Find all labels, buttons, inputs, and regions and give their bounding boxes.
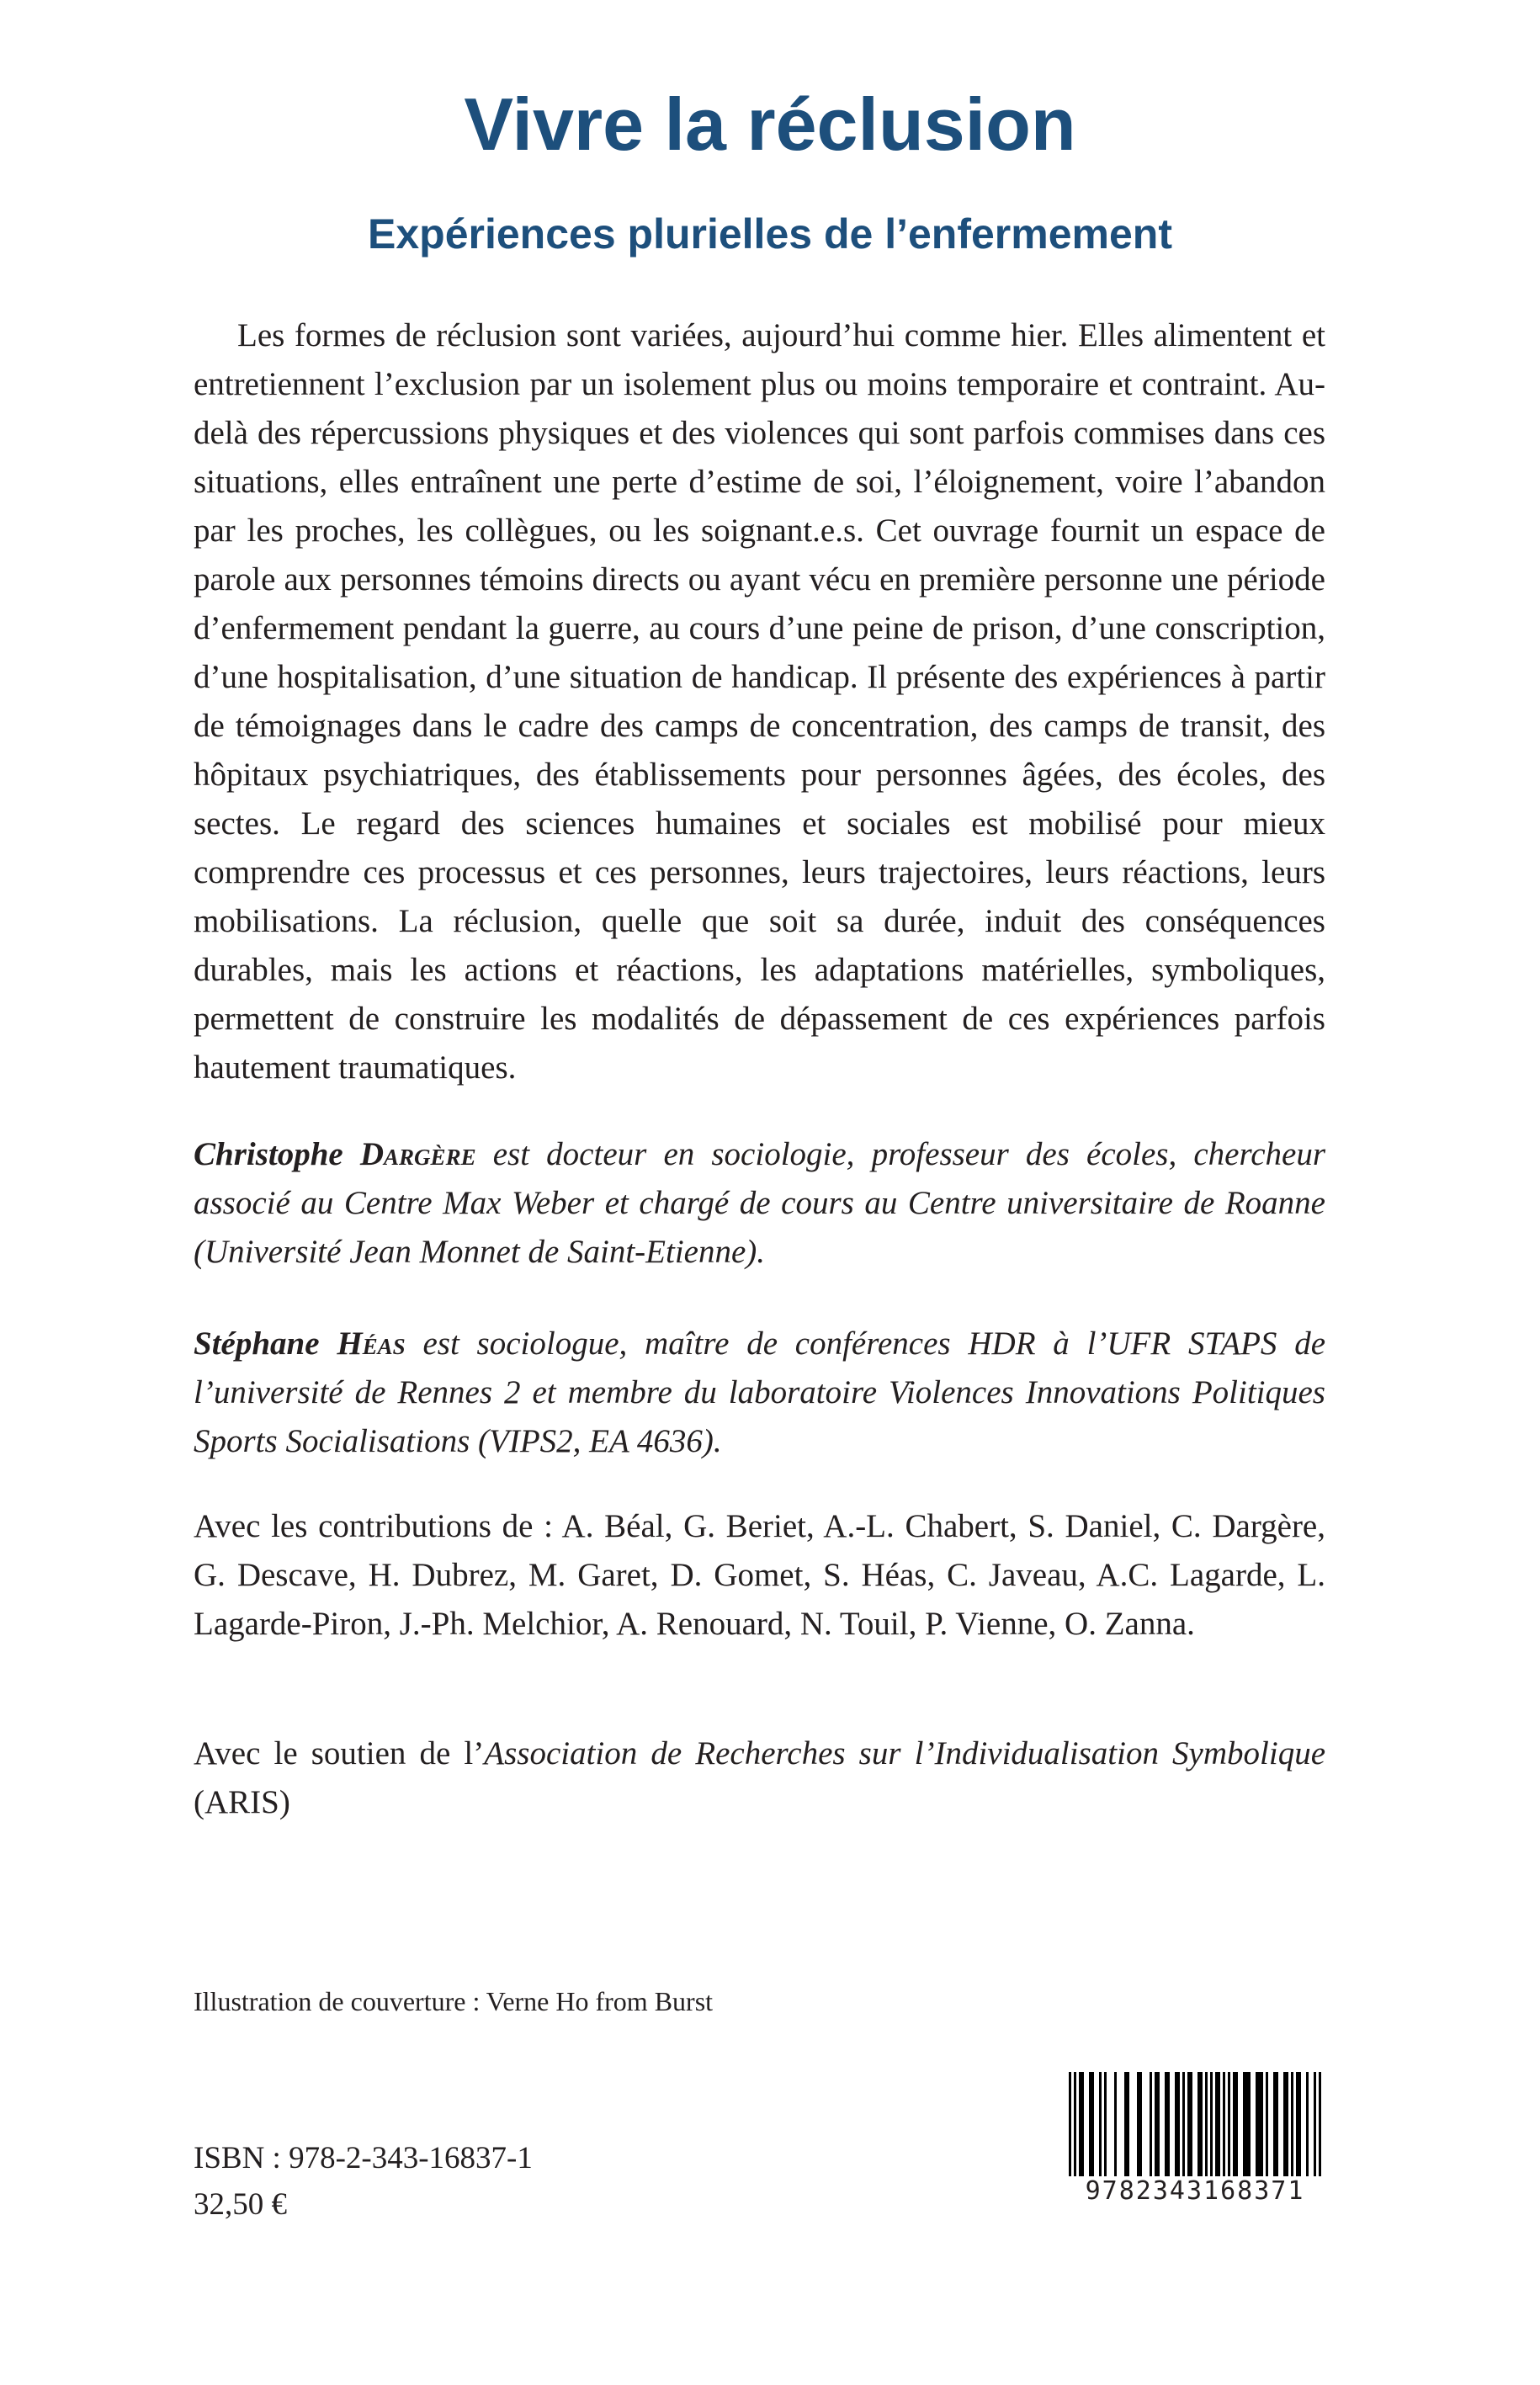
barcode-bar [1256,2072,1263,2181]
barcode-bar [1205,2072,1208,2181]
support-suffix: (ARIS) [194,1784,290,1820]
barcode-bar [1291,2072,1293,2181]
barcode-bar [1273,2072,1278,2181]
barcode-bar [1215,2072,1220,2181]
barcode-bar [1137,2072,1142,2181]
author-bio-1 [194,1130,1325,1277]
barcode-bar [1319,2072,1321,2181]
barcode-bar [1210,2072,1213,2181]
author-2-first-name: Stéphane [194,1325,320,1362]
support-prefix: Avec le soutien de l’ [194,1735,485,1771]
barcode-bar [1150,2072,1152,2181]
barcode-bars [1065,2072,1325,2181]
barcode-bar [1228,2072,1230,2181]
author-1-bio-text: est docteur en sociologie, professeur des écoles, chercheur associé au Centre Max Weber et chargé de cours au Centre universitaire de Roanne (Université Jean Monnet de Saint-Etienne). [194,1136,1325,1270]
barcode-bar [1099,2072,1102,2181]
support-organization: Association de Recherches sur l’Individualisation Symbolique [484,1735,1325,1771]
barcode-bar [1155,2072,1160,2181]
barcode-bar [1233,2072,1238,2181]
illustration-credit: Illustration de couverture : Verne Ho from Burst [194,1986,714,2016]
author-1-last-name: Dargère [359,1136,476,1172]
barcode-number: 9782343168371 [1065,2176,1325,2207]
barcode-bar [1223,2072,1225,2181]
barcode-bar [1182,2072,1185,2181]
author-2-last-name: Héas [337,1325,406,1362]
isbn: ISBN : 978-2-343-16837-1 [194,2141,533,2175]
support-statement [194,1729,1325,1827]
author-bio-2 [194,1320,1325,1466]
barcode-bar [1175,2072,1180,2181]
book-title: Vivre la réclusion [464,82,1076,166]
barcode-bar [1243,2072,1251,2181]
barcode-bar [1089,2072,1094,2181]
barcode-bar [1079,2072,1084,2181]
barcode-bar [1069,2072,1071,2181]
barcode-bar [1296,2072,1301,2181]
barcode-bar [1283,2072,1288,2181]
barcode [1065,2072,1325,2207]
author-2-bio-text: est sociologue, maître de conférences HDR à l’UFR STAPS de l’université de Rennes 2 et membre du laboratoire Violences Innovations Politiques Sports Socialisations (VIPS2, EA 4636). [194,1325,1325,1459]
barcode-bar [1114,2072,1117,2181]
author-1-first-name: Christophe [194,1136,343,1172]
barcode-bar [1187,2072,1192,2181]
barcode-bar [1314,2072,1316,2181]
barcode-bar [1124,2072,1129,2181]
barcode-bar [1306,2072,1309,2181]
price: 32,50 € [194,2187,287,2222]
barcode-bar [1104,2072,1107,2181]
barcode-bar [1074,2072,1076,2181]
barcode-bar [1197,2072,1203,2181]
book-subtitle: Expériences plurielles de l’enfermement [368,210,1172,258]
barcode-bar [1165,2072,1170,2181]
summary-text: Les formes de réclusion sont variées, aujourd’hui comme hier. Elles alimentent et entretiennent l’exclusion par un isolement plus ou moins temporaire et contraint. Au-delà des répercussions physiques et des violences qui sont parfois commises dans ces situations, elles entraînent une perte d’estime de soi, l’éloignement, voire l’abandon par les proches, les collègues, ou les soignant.e.s. Cet ouvrage fournit un espace de parole aux personnes témoins directs ou ayant vécu en première personne une période d’enfermement pendant la guerre, au cours d’une peine de prison, d’une conscription, d’une hospitalisation, d’une situation de handicap. Il présente des expériences à partir de témoignages dans le cadre des camps de concentration, des camps de transit, des hôpitaux psychiatriques, des établissements pour personnes âgées, des écoles, des sectes. Le regard des sciences humaines et sociales est mobilisé pour mieux comprendre ces processus et ces personnes, leurs trajectoires, leurs réactions, leurs mobilisations. La réclusion, quelle que soit sa durée, induit des conséquences durables, mais les actions et réactions, les adaptations matérielles, symboliques, permettent de construire les modalités de dépassement de ces expériences parfois hautement traumatiques. [194,317,1325,1086]
barcode-bar [1266,2072,1268,2181]
contributors-list: Avec les contributions de : A. Béal, G. Beriet, A.-L. Chabert, S. Daniel, C. Dargère, G. Descave, H. Dubrez, M. Garet, D. Gomet, S. Héas, C. Javeau, A.C. Lagarde, L. Lagarde-Piron, J.-Ph. Melchior, A. Renouard, N. Touil, P. Vienne, O. Zanna. [194,1508,1325,1642]
